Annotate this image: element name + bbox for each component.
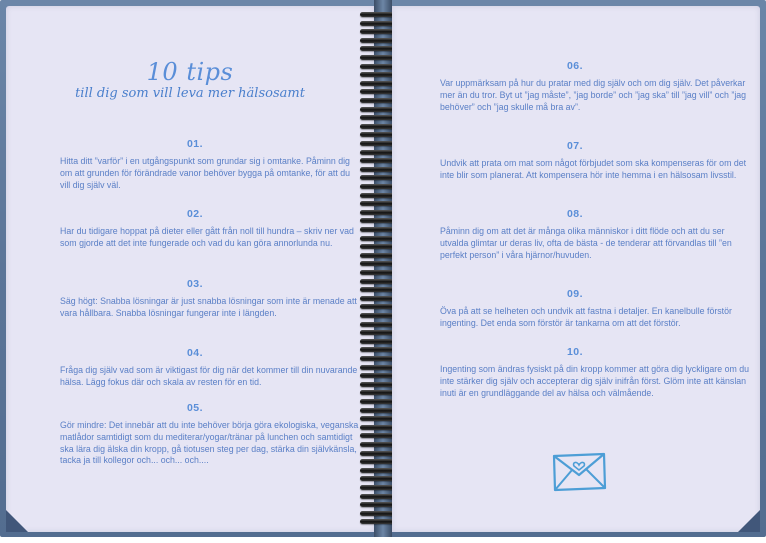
tip-number: 09.: [566, 288, 584, 300]
tip-05: [60, 402, 360, 467]
tip-number: 07.: [566, 140, 584, 152]
right-page: [392, 6, 760, 532]
tip-text: Undvik att prata om mat som något förbjudet som ska kompenseras för om det inte blir som planerat. Att kompensera hör inte hemma i en hälsosam livsstil.: [440, 158, 747, 180]
tip-number: 01.: [186, 138, 204, 150]
tip-06: [440, 60, 750, 113]
tip-10: [440, 346, 750, 399]
tip-number: 03.: [186, 278, 204, 290]
tip-number: 10.: [566, 346, 584, 358]
tip-number: 08.: [566, 208, 584, 220]
tip-09: [440, 288, 750, 330]
tip-01: [60, 138, 360, 191]
tip-02: [60, 208, 360, 250]
tip-text: Var uppmärksam på hur du pratar med dig själv och om dig själv. Det påverkar mer än du tror. Byt ut ”jag måste”, ”jag borde” och ”jag ska” till ”jag vill” och ”jag behöver” och ”jag skulle må bra av”.: [440, 78, 747, 112]
corner-protector-right: [738, 510, 760, 532]
tip-08: [440, 208, 750, 261]
tip-number: 04.: [186, 347, 204, 359]
page-subtitle: till dig som vill leva mer hälsosamt: [75, 86, 305, 101]
tip-text: Hitta ditt ”varför” i en utgångspunkt som grundar sig i omtanke. Påminn dig om att grunden för förändrade vanor behöver bygga på omtanke, för att du vill dig själv väl.: [60, 156, 350, 190]
tip-text: Ingenting som ändras fysiskt på din kropp kommer att göra dig lyckligare om du inte stärker dig själv och accepterar dig själv inifrån först. Glöm inte att känslan inuti är en grundläggande del av hälsa och välmående.: [440, 364, 750, 398]
corner-protector-left: [6, 510, 28, 532]
tip-text: Har du tidigare hoppat på dieter eller gått från noll till hundra – skriv ner vad som gjorde att det inte fungerade och vad du kan göra annorlunda nu.: [60, 226, 354, 248]
tip-text: Påminn dig om att det är många olika människor i ditt flöde och att du ser utvalda glimtar ur deras liv, ofta de bästa - de tenderar att förvandlas till ”en perfekt person” i våra hjärnor/huvuden.: [440, 226, 732, 260]
tip-text: Gör mindre: Det innebär att du inte behöver börja göra ekologiska, veganska matlådor samtidigt som du mediterar/yogar/tränar på lunchen och samtidigt ska lära dig älska din kropp, gå tiotusen steg per dag, stärka din självkänsla, tacka ja till kollegor och... och... och....: [60, 420, 359, 466]
tip-text: Öva på att se helheten och undvik att fastna i detaljer. En kanelbulle förstör ingenting. Det enda som förstör är tankarna om att det förstör.: [440, 306, 732, 328]
tip-text: Fråga dig själv vad som är viktigast för dig när det kommer till din nuvarande hälsa. Lägg fokus där och skala av resten för en tid.: [60, 365, 358, 387]
tip-07: [440, 140, 750, 182]
tip-04: [60, 347, 360, 389]
page-title: 10 tips: [146, 58, 234, 86]
tip-number: 02.: [186, 208, 204, 220]
tip-text: Säg högt: Snabba lösningar är just snabba lösningar som inte är menade att vara hållbara. Snabba lösningar fungerar inte i längden.: [60, 296, 357, 318]
tip-03: [60, 278, 360, 320]
left-page: [6, 6, 374, 532]
envelope-heart-icon: [550, 450, 608, 492]
tip-number: 05.: [186, 402, 204, 414]
tip-number: 06.: [566, 60, 584, 72]
